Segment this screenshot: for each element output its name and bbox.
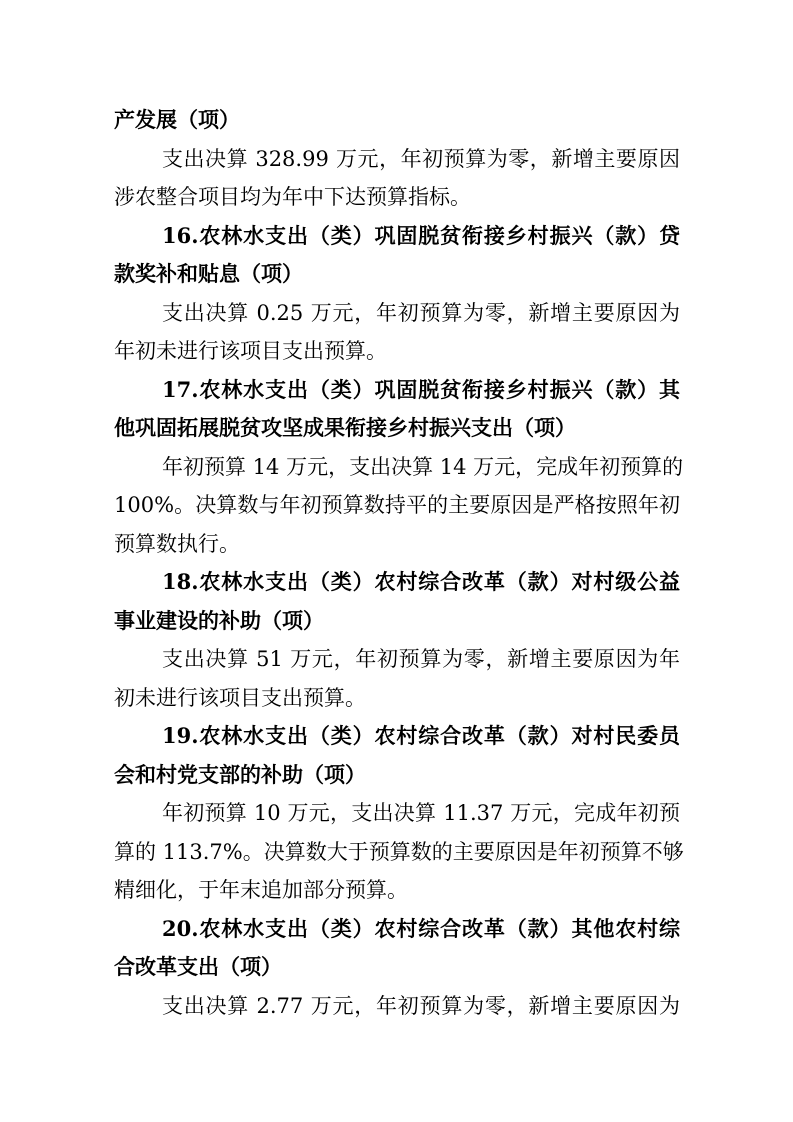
section-heading-line: 20.农林水支出（类）农村综合改革（款）其他农村综 (162, 915, 680, 941)
section-heading-line: 产发展（项） (114, 107, 240, 132)
body-text-line: 年初未进行该项目支出预算。 (114, 339, 387, 363)
body-text-line: 支出决算 2.77 万元，年初预算为零，新增主要原因为 (162, 993, 680, 1018)
section-heading-line: 19.农林水支出（类）农村综合改革（款）对村民委员 (162, 723, 680, 748)
body-text-line: 100%。决算数与年初预算数持平的主要原因是严格按照年初 (114, 493, 680, 517)
section-heading-line: 事业建设的补助（项） (114, 607, 324, 633)
body-text-line: 初未进行该项目支出预算。 (114, 685, 366, 710)
body-text-line: 精细化，于年末追加部分预算。 (114, 878, 408, 902)
body-text-line: 支出决算 0.25 万元，年初预算为零，新增主要原因为 (162, 300, 680, 325)
section-heading-line: 款奖补和贴息（项） (114, 261, 303, 286)
body-text-line: 年初预算 10 万元，支出决算 11.37 万元，完成年初预 (162, 801, 680, 825)
section-heading-line: 他巩固拓展脱贫攻坚成果衔接乡村振兴支出（项） (114, 415, 576, 440)
body-text-line: 支出决算 328.99 万元，年初预算为零，新增主要原因 (162, 146, 680, 171)
section-heading-line: 17.农林水支出（类）巩固脱贫衔接乡村振兴（款）其 (162, 376, 680, 402)
section-heading-line: 合改革支出（项） (114, 954, 282, 979)
body-text-line: 年初预算 14 万元，支出决算 14 万元，完成年初预算的 (162, 454, 684, 479)
section-heading-line: 16.农林水支出（类）巩固脱贫衔接乡村振兴（款）贷 (162, 222, 680, 248)
section-heading-line: 18.农林水支出（类）农村综合改革（款）对村级公益 (162, 569, 680, 594)
body-text-line: 算的 113.7%。决算数大于预算数的主要原因是年初预算不够 (114, 839, 684, 864)
body-text-line: 涉农整合项目均为年中下达预算指标。 (114, 185, 471, 209)
section-heading-line: 会和村党支部的补助（项） (114, 761, 366, 787)
body-text-line: 支出决算 51 万元，年初预算为零，新增主要原因为年 (162, 647, 680, 671)
body-text-line: 预算数执行。 (114, 531, 240, 556)
